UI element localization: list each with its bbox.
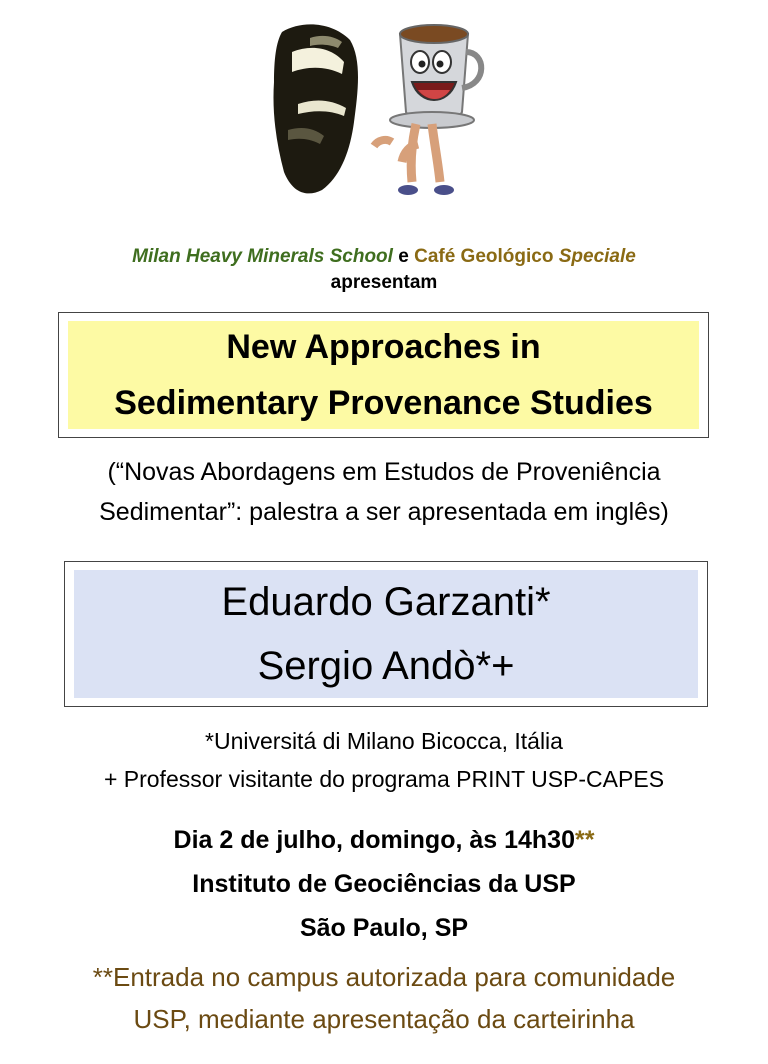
note-line-1: **Entrada no campus autorizada para comunidade: [92, 962, 676, 992]
logos: [262, 12, 502, 212]
event-date-text: Dia 2 de julho, domingo, às 14h30: [173, 826, 575, 854]
event-details: [0, 818, 768, 950]
speakers-highlight: [74, 570, 698, 698]
presenters-verb: apresentam: [330, 272, 438, 293]
presenters-block: [0, 244, 768, 296]
affiliation-line-2: + Professor visitante do programa PRINT USP-CAPES: [103, 766, 665, 792]
event-venue: Instituto de Geociências da USP: [192, 870, 576, 898]
event-date-marker: **: [575, 826, 595, 854]
subtitle-line-1: (“Novas Abordagens em Estudos de Proveniência: [107, 458, 661, 486]
coffee-cup-mascot-image: [362, 12, 494, 202]
talk-title-line-1: New Approaches in: [226, 328, 541, 366]
title-box: [58, 312, 709, 438]
talk-title-line-2: Sedimentary Provenance Studies: [114, 384, 653, 422]
cafe-name-special: Speciale: [558, 246, 636, 267]
presenters-line: [0, 244, 768, 270]
conjunction: e: [398, 246, 409, 267]
speaker-name: Sergio Andò*+: [257, 644, 515, 688]
speakers-box: [64, 561, 708, 707]
event-city: São Paulo, SP: [299, 914, 469, 942]
affiliation-line-1: *Universitá di Milano Bicocca, Itália: [205, 728, 563, 754]
subtitle: [0, 452, 768, 532]
affiliations: [0, 722, 768, 798]
school-name: Milan Heavy Minerals School: [132, 246, 393, 267]
subtitle-line-2: Sedimentar”: palestra a ser apresentada em inglês): [99, 498, 669, 526]
cafe-name-main: Café Geológico: [414, 246, 554, 267]
title-highlight: [68, 321, 699, 429]
speaker-name: Eduardo Garzanti*: [221, 580, 551, 624]
campus-access-note: [0, 956, 768, 1040]
event-date: [0, 818, 768, 862]
cafe-name: [414, 246, 636, 267]
note-line-2: USP, mediante apresentação da carteirinha: [133, 1004, 635, 1034]
mineral-grain-image: [273, 24, 358, 193]
